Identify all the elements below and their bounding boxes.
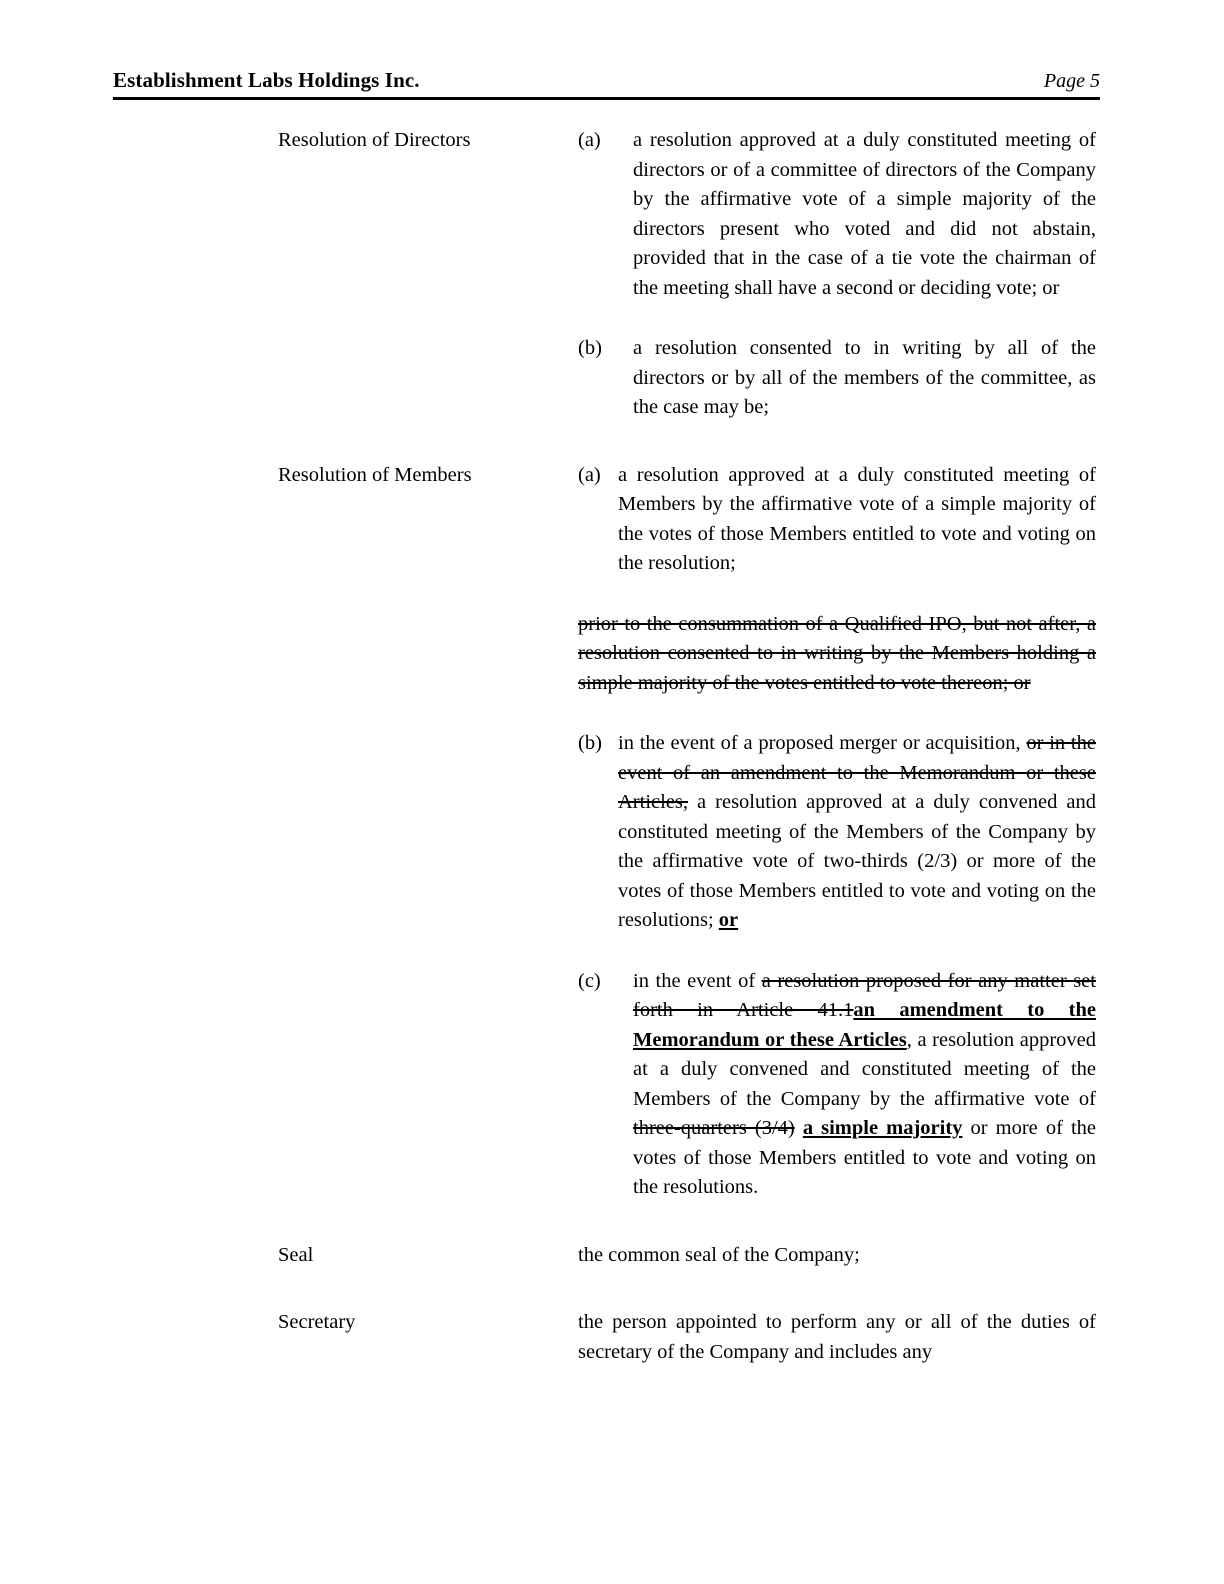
inserted-text: an amendment to the Memorandum or these Articles [633,999,1096,1051]
clause-text: in the event of a resolution proposed for any matter set forth in Article 41.1an amendment to the Memorandum or these Articles, a resolution approved at a duly convened and constituted meeting of the Members of the Company by the affirmative vote of three-quarters (3/4) a simple majority or more of the votes of those Members entitled to vote and voting on the resolutions. [633,969,1096,1198]
definition-entry [0,1241,1224,1271]
definition-term: Seal [278,1243,314,1266]
clause-spacer [578,579,1096,610]
definition-clause [578,461,1096,579]
definition-clause [578,967,1096,1203]
definition-text-column [578,461,1096,1203]
clause-label: (b) [578,337,602,359]
clause-text [578,610,1096,699]
definition-clause-deleted [578,610,1096,699]
inserted-text: or [718,909,739,931]
deleted-text: or in the event of an amendment to the Memorandum or these Articles, [618,732,1096,813]
definition-clause [578,729,1096,936]
definition-spacer [0,423,1224,461]
clause-label: (b) [578,732,602,754]
definition-entry [0,1308,1224,1367]
clause-label: (a) [578,129,601,151]
clause-text: in the event of a proposed merger or acquisition, or in the event of an amendment to the Memorandum or these Articles, a resolution approved at a duly convened and constituted meeting of the Members of the Company by the affirmative vote of two-thirds (2/3) or more of the votes of those Members entitled to vote and voting on the resolutions; or [618,732,1096,931]
definition-text-column [578,1241,1096,1271]
clause-spacer [578,303,1096,334]
definition-clause [578,334,1096,423]
definition-text-column [578,126,1096,423]
clause-spacer [578,698,1096,729]
document-body [0,126,1224,1367]
definition-text-column [578,1308,1096,1367]
header-company-name: Establishment Labs Holdings Inc. [113,68,420,92]
clause-label: (c) [578,969,601,992]
definition-clause [578,126,1096,303]
clause-text: a resolution consented to in writing by all of the directors or by all of the members of the committee, as the case may be; [633,337,1096,418]
definition-term: Resolution of Members [278,463,472,486]
definition-entry [0,126,1224,423]
definition-spacer [0,1270,1224,1308]
header-page-number: Page 5 [1043,70,1100,92]
definition-text: the person appointed to perform any or all of the duties of secretary of the Company and includes any [578,1311,1096,1363]
deleted-text: three-quarters (3/4) [633,1117,795,1139]
page-header [113,68,1100,93]
inserted-text: a simple majority [802,1117,963,1139]
clause-text: a resolution approved at a duly constituted meeting of directors or of a committee of directors of the Company by the affirmative vote of a simple majority of the directors present who voted and did not abstain, provided that in the case of a tie vote the chairman of the meeting shall have a second or deciding vote; or [633,129,1096,299]
clause-text: a resolution approved at a duly constituted meeting of Members by the affirmative vote of a simple majority of the votes of those Members entitled to vote and voting on the resolution; [618,463,1096,574]
definition-entry [0,461,1224,1203]
deleted-text: a resolution proposed for any matter set forth in Article 41.1 [633,969,1096,1021]
definition-spacer [0,1203,1224,1241]
definition-text: the common seal of the Company; [578,1243,860,1266]
clause-spacer [578,936,1096,967]
clause-label: (a) [578,463,601,486]
definition-term: Resolution of Directors [278,129,471,151]
deleted-text: prior to the consummation of a Qualified IPO, but not after, a resolution consented to in writing by the Members holding a simple majority of the votes entitled to vote thereon; or [578,612,1096,694]
definition-term: Secretary [278,1311,356,1333]
header-divider-rule [113,97,1100,100]
